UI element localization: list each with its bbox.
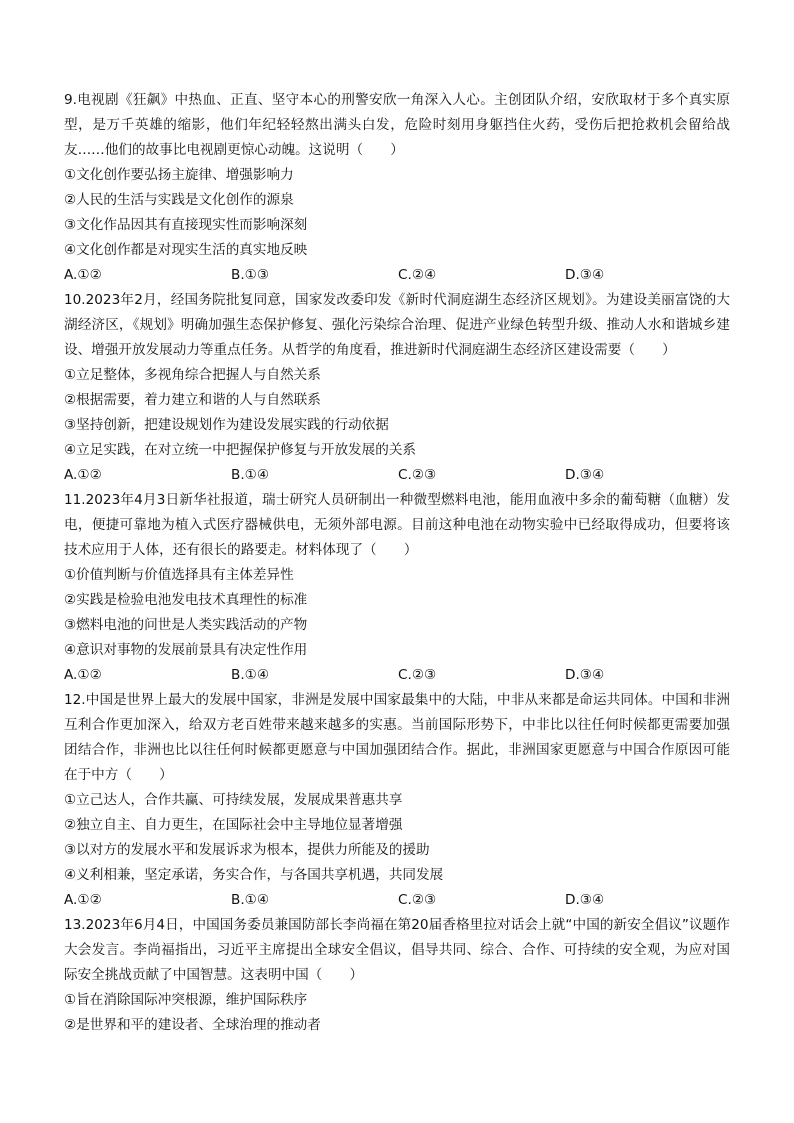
- choice-b: B.①④: [231, 467, 270, 483]
- question-12: [64, 688, 730, 913]
- question-9: [64, 88, 730, 288]
- statement-option: ①立己达人，合作共赢、可持续发展，发展成果普惠共享: [64, 792, 403, 808]
- statement-option: ②人民的生活与实践是文化创作的源泉: [64, 192, 294, 208]
- statement-option: ①立足整体，多视角综合把握人与自然关系: [64, 367, 321, 383]
- choice-b: B.①③: [231, 267, 270, 283]
- statement-option: ④义利相兼，坚定承诺，务实合作，与各国共享机遇，共同发展: [64, 867, 444, 883]
- choice-d: D.③④: [565, 667, 605, 683]
- question-13: [64, 913, 730, 1038]
- question-stem: 10.2023年2月，经国务院批复同意，国家发改委印发《新时代洞庭湖生态经济区规划》。为建设美丽富饶的大湖经济区，《规划》明确加强生态保护修复、强化污染综合治理、促进产业绿色转型升级、推动人水和谐城乡建设、增强开放发展动力等重点任务。从哲学的角度看，推进新时代洞庭湖生态经济区建设需要（ ）: [64, 292, 730, 358]
- choice-a: A.①②: [64, 892, 102, 908]
- choice-b: B.①④: [231, 667, 270, 683]
- answer-choices: [64, 263, 730, 288]
- choice-d: D.③④: [565, 467, 605, 483]
- question-stem: 9.电视剧《狂飙》中热血、正直、坚守本心的刑警安欣一角深入人心。主创团队介绍，安欣取材于多个真实原型，是万千英雄的缩影，他们年纪轻轻熬出满头白发，危险时刻用身躯挡住火药，受伤后把抢救机会留给战友……他们的故事比电视剧更惊心动魄。这说明（ ）: [64, 92, 730, 158]
- choice-c: C.②③: [398, 667, 437, 683]
- question-list: [64, 88, 730, 1038]
- statement-option: ④文化创作都是对现实生活的真实地反映: [64, 242, 308, 258]
- choice-b: B.①④: [231, 892, 270, 908]
- question-11: [64, 488, 730, 688]
- choice-a: A.①②: [64, 467, 102, 483]
- question-stem: 11.2023年4月3日新华社报道，瑞士研究人员研制出一种微型燃料电池，能用血液中多余的葡萄糖（血糖）发电，便捷可靠地为植入式医疗器械供电，无须外部电源。目前这种电池在动物实验中已经取得成功，但要将该技术应用于人体，还有很长的路要走。材料体现了（ ）: [64, 492, 730, 558]
- choice-a: A.①②: [64, 267, 102, 283]
- question-10: [64, 288, 730, 488]
- choice-c: C.②③: [398, 467, 437, 483]
- statement-option: ③燃料电池的问世是人类实践活动的产物: [64, 617, 308, 633]
- statement-option: ④意识对事物的发展前景具有决定性作用: [64, 642, 308, 658]
- statement-option: ②实践是检验电池发电技术真理性的标准: [64, 592, 308, 608]
- choice-c: C.②③: [398, 892, 437, 908]
- statement-option: ④立足实践，在对立统一中把握保护修复与开放发展的关系: [64, 442, 417, 458]
- statement-option: ②独立自主、自力更生，在国际社会中主导地位显著增强: [64, 817, 403, 833]
- statement-option: ①旨在消除国际冲突根源，维护国际秩序: [64, 992, 308, 1008]
- answer-choices: [64, 663, 730, 688]
- answer-choices: [64, 888, 730, 913]
- choice-d: D.③④: [565, 267, 605, 283]
- answer-choices: [64, 463, 730, 488]
- statement-option: ①价值判断与价值选择具有主体差异性: [64, 567, 294, 583]
- statement-option: ③文化作品因其有直接现实性而影响深刻: [64, 217, 308, 233]
- statement-option: ①文化创作要弘扬主旋律、增强影响力: [64, 167, 294, 183]
- choice-a: A.①②: [64, 667, 102, 683]
- question-stem: 12.中国是世界上最大的发展中国家，非洲是发展中国家最集中的大陆，中非从来都是命运共同体。中国和非洲互利合作更加深入，给双方老百姓带来越来越多的实惠。当前国际形势下，中非比以往任何时候都更需要加强团结合作，非洲也比以往任何时候都更愿意与中国加强团结合作。据此，非洲国家更愿意与中国合作原因可能在于中方（ ）: [64, 692, 730, 783]
- choice-d: D.③④: [565, 892, 605, 908]
- statement-option: ③以对方的发展水平和发展诉求为根本，提供力所能及的援助: [64, 842, 430, 858]
- question-stem: 13.2023年6月4日，中国国务委员兼国防部长李尚福在第20届香格里拉对话会上就“中国的新安全倡议”议题作大会发言。李尚福指出，习近平主席提出全球安全倡议，倡导共同、综合、合作、可持续的安全观，为应对国际安全挑战贡献了中国智慧。这表明中国（ ）: [64, 917, 730, 983]
- statement-option: ③坚持创新，把建设规划作为建设发展实践的行动依据: [64, 417, 389, 433]
- choice-c: C.②④: [398, 267, 437, 283]
- statement-option: ②是世界和平的建设者、全球治理的推动者: [64, 1017, 321, 1033]
- statement-option: ②根据需要，着力建立和谐的人与自然联系: [64, 392, 321, 408]
